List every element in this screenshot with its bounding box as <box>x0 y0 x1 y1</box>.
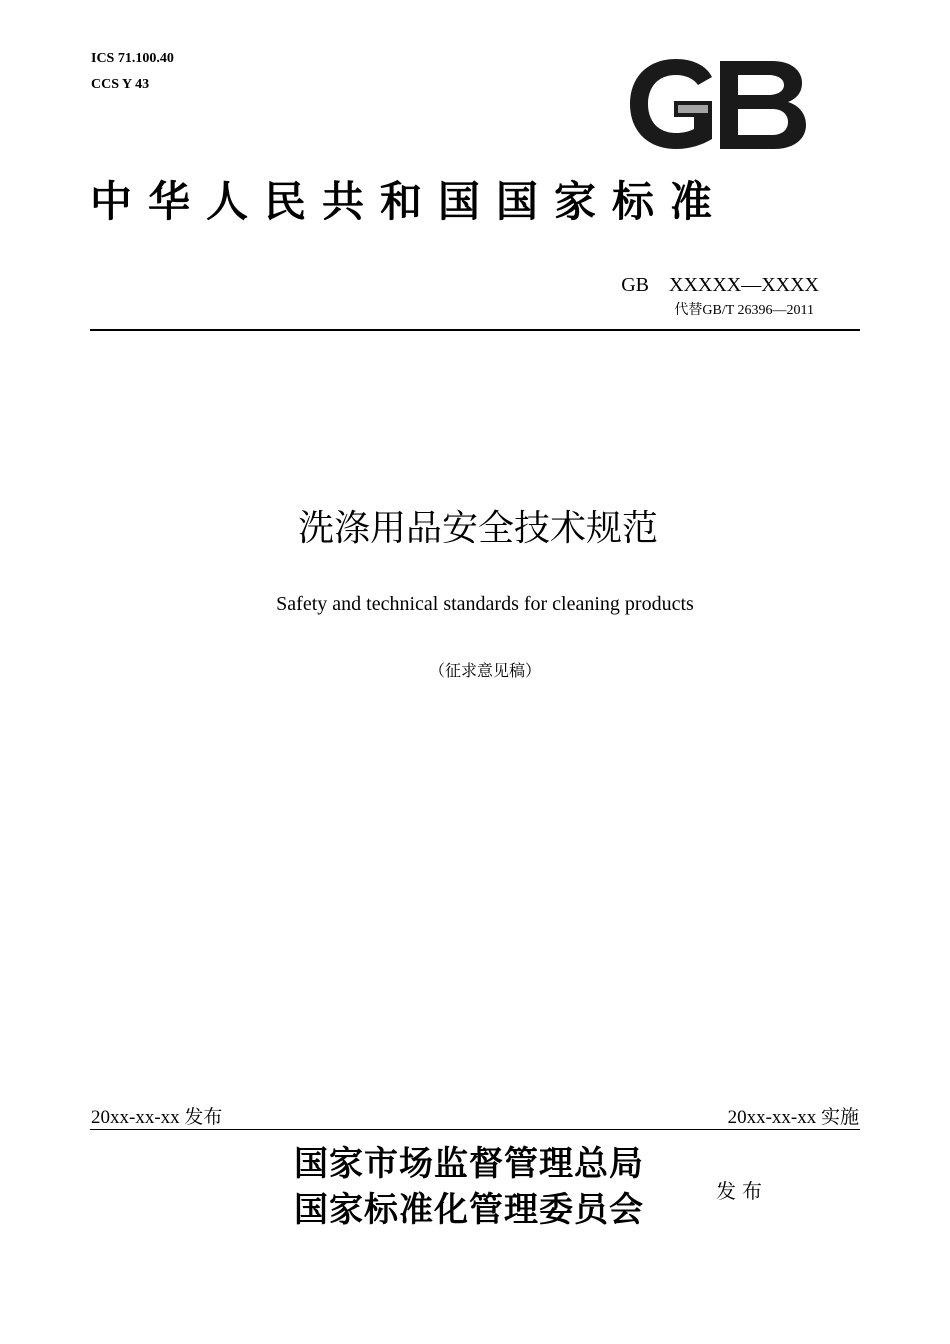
document-title-english: Safety and technical standards for cleaning products <box>276 593 694 615</box>
implement-label: 实施 <box>820 1106 859 1128</box>
header-divider <box>90 329 860 331</box>
ics-code: ICS 71.100.40 <box>91 51 174 66</box>
publish-date <box>91 1104 222 1131</box>
gb-logo-b <box>720 61 806 149</box>
national-standard-title: 中华人民共和国国家标准 <box>90 177 729 226</box>
issuer-sac: 国家标准化管理委员会 <box>294 1190 644 1230</box>
implement-date-value: 20xx-xx-xx <box>727 1107 817 1128</box>
publish-label: 发布 <box>184 1106 223 1128</box>
replaces-standard: 代替GB/T 26396—2011 <box>674 303 814 318</box>
issuer-samr: 国家市场监督管理总局 <box>294 1144 644 1184</box>
standard-number: GB XXXXX—XXXX <box>621 274 819 296</box>
gb-logo <box>624 55 810 153</box>
ccs-code: CCS Y 43 <box>91 77 150 92</box>
gb-logo-g <box>630 59 712 149</box>
document-title-chinese: 洗涤用品安全技术规范 <box>297 508 658 549</box>
footer-divider <box>90 1129 860 1130</box>
publish-date-value: 20xx-xx-xx <box>91 1107 180 1128</box>
implement-date <box>728 1104 859 1131</box>
issued-label: 发布 <box>716 1179 768 1203</box>
draft-status-note: （征求意见稿） <box>428 661 541 680</box>
